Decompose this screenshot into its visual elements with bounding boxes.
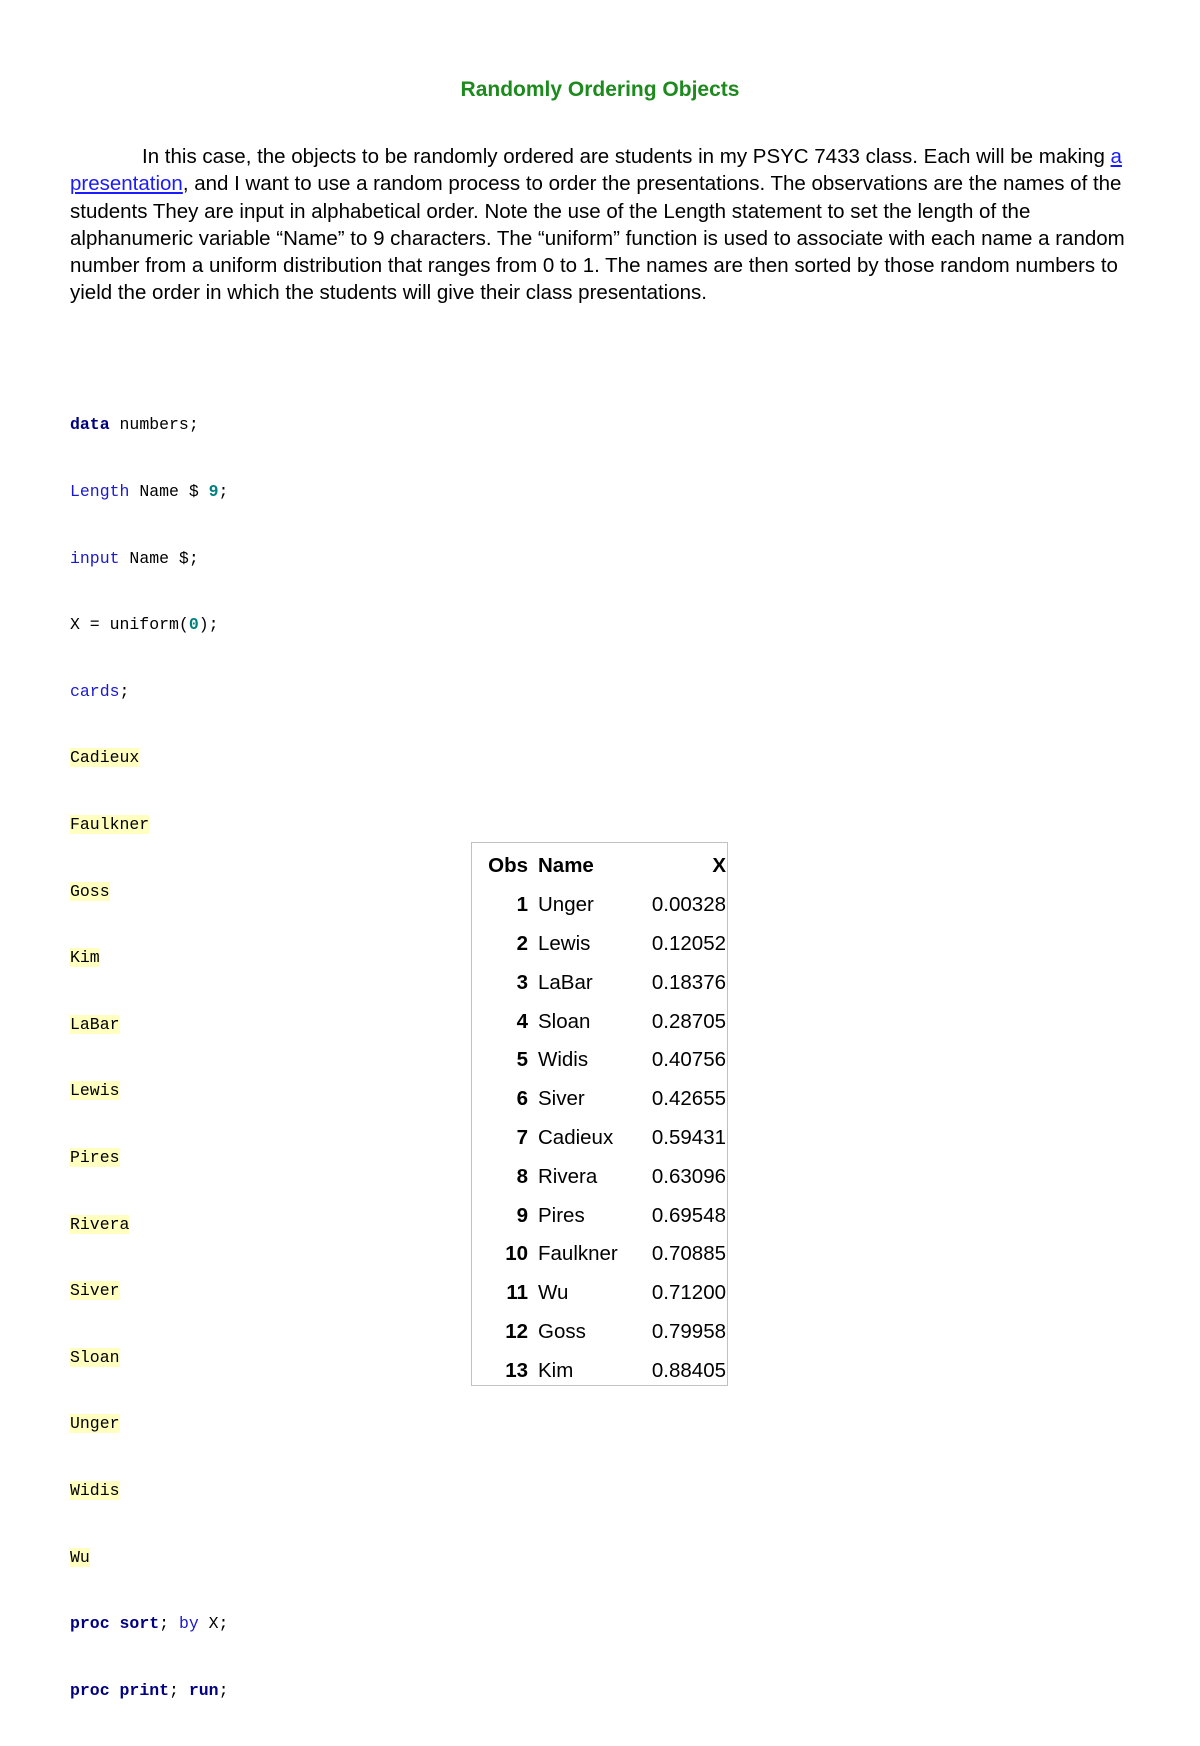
code-text: ); bbox=[198, 615, 219, 635]
code-line-length bbox=[70, 481, 228, 503]
cell-name: Cadieux bbox=[538, 1125, 614, 1149]
code-keyword-run: run bbox=[188, 1680, 219, 1700]
table-row bbox=[476, 1235, 726, 1274]
table-row bbox=[476, 1041, 726, 1080]
code-card-line bbox=[70, 947, 228, 969]
cell-name: Rivera bbox=[538, 1164, 598, 1188]
table-header-row bbox=[476, 847, 726, 886]
cell-x: 0.18376 bbox=[651, 970, 726, 994]
cell-x: 0.71200 bbox=[651, 1281, 726, 1305]
cell-name: Pires bbox=[538, 1203, 585, 1227]
code-card-line bbox=[70, 1347, 228, 1369]
cell-name: Sloan bbox=[538, 1009, 591, 1033]
code-line-proc-sort bbox=[70, 1613, 228, 1635]
cell-obs: 2 bbox=[516, 931, 528, 955]
presentation-link[interactable]: a presentation bbox=[70, 145, 1122, 196]
code-keyword-sort: sort bbox=[119, 1614, 160, 1634]
cell-obs: 7 bbox=[516, 1125, 528, 1149]
code-number: 0 bbox=[188, 615, 199, 635]
table-row bbox=[476, 1274, 726, 1313]
cell-name: Lewis bbox=[538, 931, 591, 955]
page-title: Randomly Ordering Objects bbox=[460, 78, 740, 101]
cell-obs: 1 bbox=[516, 893, 528, 917]
cell-x: 0.59431 bbox=[651, 1125, 726, 1149]
output-table-frame bbox=[471, 842, 728, 1386]
card-value: Lewis bbox=[70, 1081, 120, 1101]
code-line-input bbox=[70, 548, 228, 570]
card-value: Widis bbox=[70, 1480, 120, 1500]
cell-x: 0.79958 bbox=[651, 1319, 726, 1343]
card-value: Unger bbox=[70, 1414, 120, 1434]
cell-obs: 4 bbox=[516, 1009, 528, 1033]
code-card-line bbox=[70, 1480, 228, 1502]
table-row bbox=[476, 1002, 726, 1041]
card-value: LaBar bbox=[70, 1014, 120, 1034]
code-card-line bbox=[70, 1214, 228, 1236]
table-row bbox=[476, 1080, 726, 1119]
card-value: Goss bbox=[70, 881, 110, 901]
code-text: Name $; bbox=[119, 548, 199, 568]
cell-x: 0.70885 bbox=[651, 1242, 726, 1266]
code-card-line bbox=[70, 1280, 228, 1302]
paragraph-text-before-link: In this case, the objects to be randomly ordered are students in my PSYC 7433 class. Each will be making bbox=[142, 145, 1111, 168]
cell-obs: 8 bbox=[516, 1164, 528, 1188]
code-keyword-by: by bbox=[178, 1614, 199, 1634]
cell-obs: 11 bbox=[506, 1281, 528, 1305]
header-name: Name bbox=[538, 854, 594, 878]
cell-name: Widis bbox=[538, 1048, 589, 1072]
code-card-line bbox=[70, 814, 228, 836]
paragraph-text-after-link: , and I want to use a random process to order the presentations. The observations are the names of the students They are input in alphabetical order. Note the use of the Length statement to set the length of the alphanumeric variable “Name” to 9 characters. The “uniform” function is used to associate with each name a random number from a uniform distribution that ranges from 0 to 1. The names are then sorted by those random numbers to yield the order in which the students will give their class presentations. bbox=[70, 172, 1125, 305]
code-text: ; bbox=[169, 1680, 179, 1700]
code-text: X; bbox=[198, 1614, 229, 1634]
code-card-line bbox=[70, 1547, 228, 1569]
code-keyword-data: data bbox=[70, 415, 110, 435]
table-row bbox=[476, 1351, 726, 1390]
code-line-proc-print bbox=[70, 1680, 228, 1702]
cell-x: 0.63096 bbox=[651, 1164, 726, 1188]
code-text: numbers; bbox=[109, 415, 199, 435]
code-keyword-print: print bbox=[119, 1680, 170, 1700]
code-number: 9 bbox=[208, 482, 219, 501]
card-value: Rivera bbox=[70, 1214, 130, 1234]
output-table bbox=[476, 847, 726, 1390]
cell-x: 0.88405 bbox=[651, 1358, 726, 1382]
code-text: ; bbox=[218, 482, 229, 501]
code-keyword-length: Length bbox=[70, 482, 130, 501]
cell-obs: 9 bbox=[516, 1203, 528, 1227]
cell-x: 0.69548 bbox=[651, 1203, 726, 1227]
cell-x: 0.12052 bbox=[651, 931, 726, 955]
cell-name: Goss bbox=[538, 1319, 586, 1343]
cell-obs: 3 bbox=[516, 970, 528, 994]
cell-name: LaBar bbox=[538, 970, 593, 994]
code-card-line bbox=[70, 1413, 228, 1435]
code-line-data bbox=[70, 414, 228, 436]
code-card-line bbox=[70, 1147, 228, 1169]
table-row bbox=[476, 1313, 726, 1352]
card-value: Pires bbox=[70, 1147, 120, 1167]
header-x: X bbox=[712, 854, 726, 878]
code-line-uniform bbox=[70, 614, 228, 636]
code-keyword-proc: proc bbox=[70, 1680, 110, 1700]
table-row bbox=[476, 886, 726, 925]
card-value: Siver bbox=[70, 1281, 120, 1301]
cell-obs: 12 bbox=[505, 1319, 528, 1343]
cell-name: Wu bbox=[538, 1281, 569, 1305]
header-obs: Obs bbox=[488, 854, 528, 878]
code-card-line bbox=[70, 881, 228, 903]
cell-x: 0.28705 bbox=[651, 1009, 726, 1033]
table-row bbox=[476, 963, 726, 1002]
cell-obs: 10 bbox=[505, 1242, 528, 1266]
cell-x: 0.42655 bbox=[651, 1087, 726, 1111]
code-keyword-input: input bbox=[70, 548, 120, 568]
code-text: ; bbox=[119, 681, 130, 701]
card-value: Kim bbox=[70, 948, 100, 968]
cell-obs: 6 bbox=[516, 1087, 528, 1111]
code-text: ; bbox=[218, 1680, 229, 1700]
card-value: Sloan bbox=[70, 1347, 120, 1367]
cell-name: Unger bbox=[538, 893, 594, 917]
cell-x: 0.40756 bbox=[651, 1048, 726, 1072]
sas-code-block bbox=[70, 370, 228, 1746]
card-value: Wu bbox=[70, 1547, 90, 1567]
intro-paragraph bbox=[70, 143, 1140, 307]
cell-name: Faulkner bbox=[538, 1242, 618, 1266]
cell-obs: 13 bbox=[505, 1358, 528, 1382]
cell-name: Kim bbox=[538, 1358, 574, 1382]
table-row bbox=[476, 1157, 726, 1196]
code-text: ; bbox=[159, 1614, 170, 1634]
table-row bbox=[476, 1196, 726, 1235]
table-row bbox=[476, 925, 726, 964]
code-card-line bbox=[70, 1080, 228, 1102]
code-text: Name $ bbox=[129, 482, 209, 501]
code-card-line bbox=[70, 747, 228, 769]
table-row bbox=[476, 1119, 726, 1158]
card-value: Cadieux bbox=[70, 748, 140, 768]
code-line-cards bbox=[70, 681, 228, 703]
cell-name: Siver bbox=[538, 1087, 585, 1111]
cell-obs: 5 bbox=[516, 1048, 528, 1072]
code-keyword-proc: proc bbox=[70, 1614, 110, 1634]
code-card-line bbox=[70, 1014, 228, 1036]
code-keyword-cards: cards bbox=[70, 681, 120, 701]
card-value: Faulkner bbox=[70, 814, 150, 834]
code-text: X = uniform( bbox=[70, 615, 189, 635]
cell-x: 0.00328 bbox=[651, 893, 726, 917]
